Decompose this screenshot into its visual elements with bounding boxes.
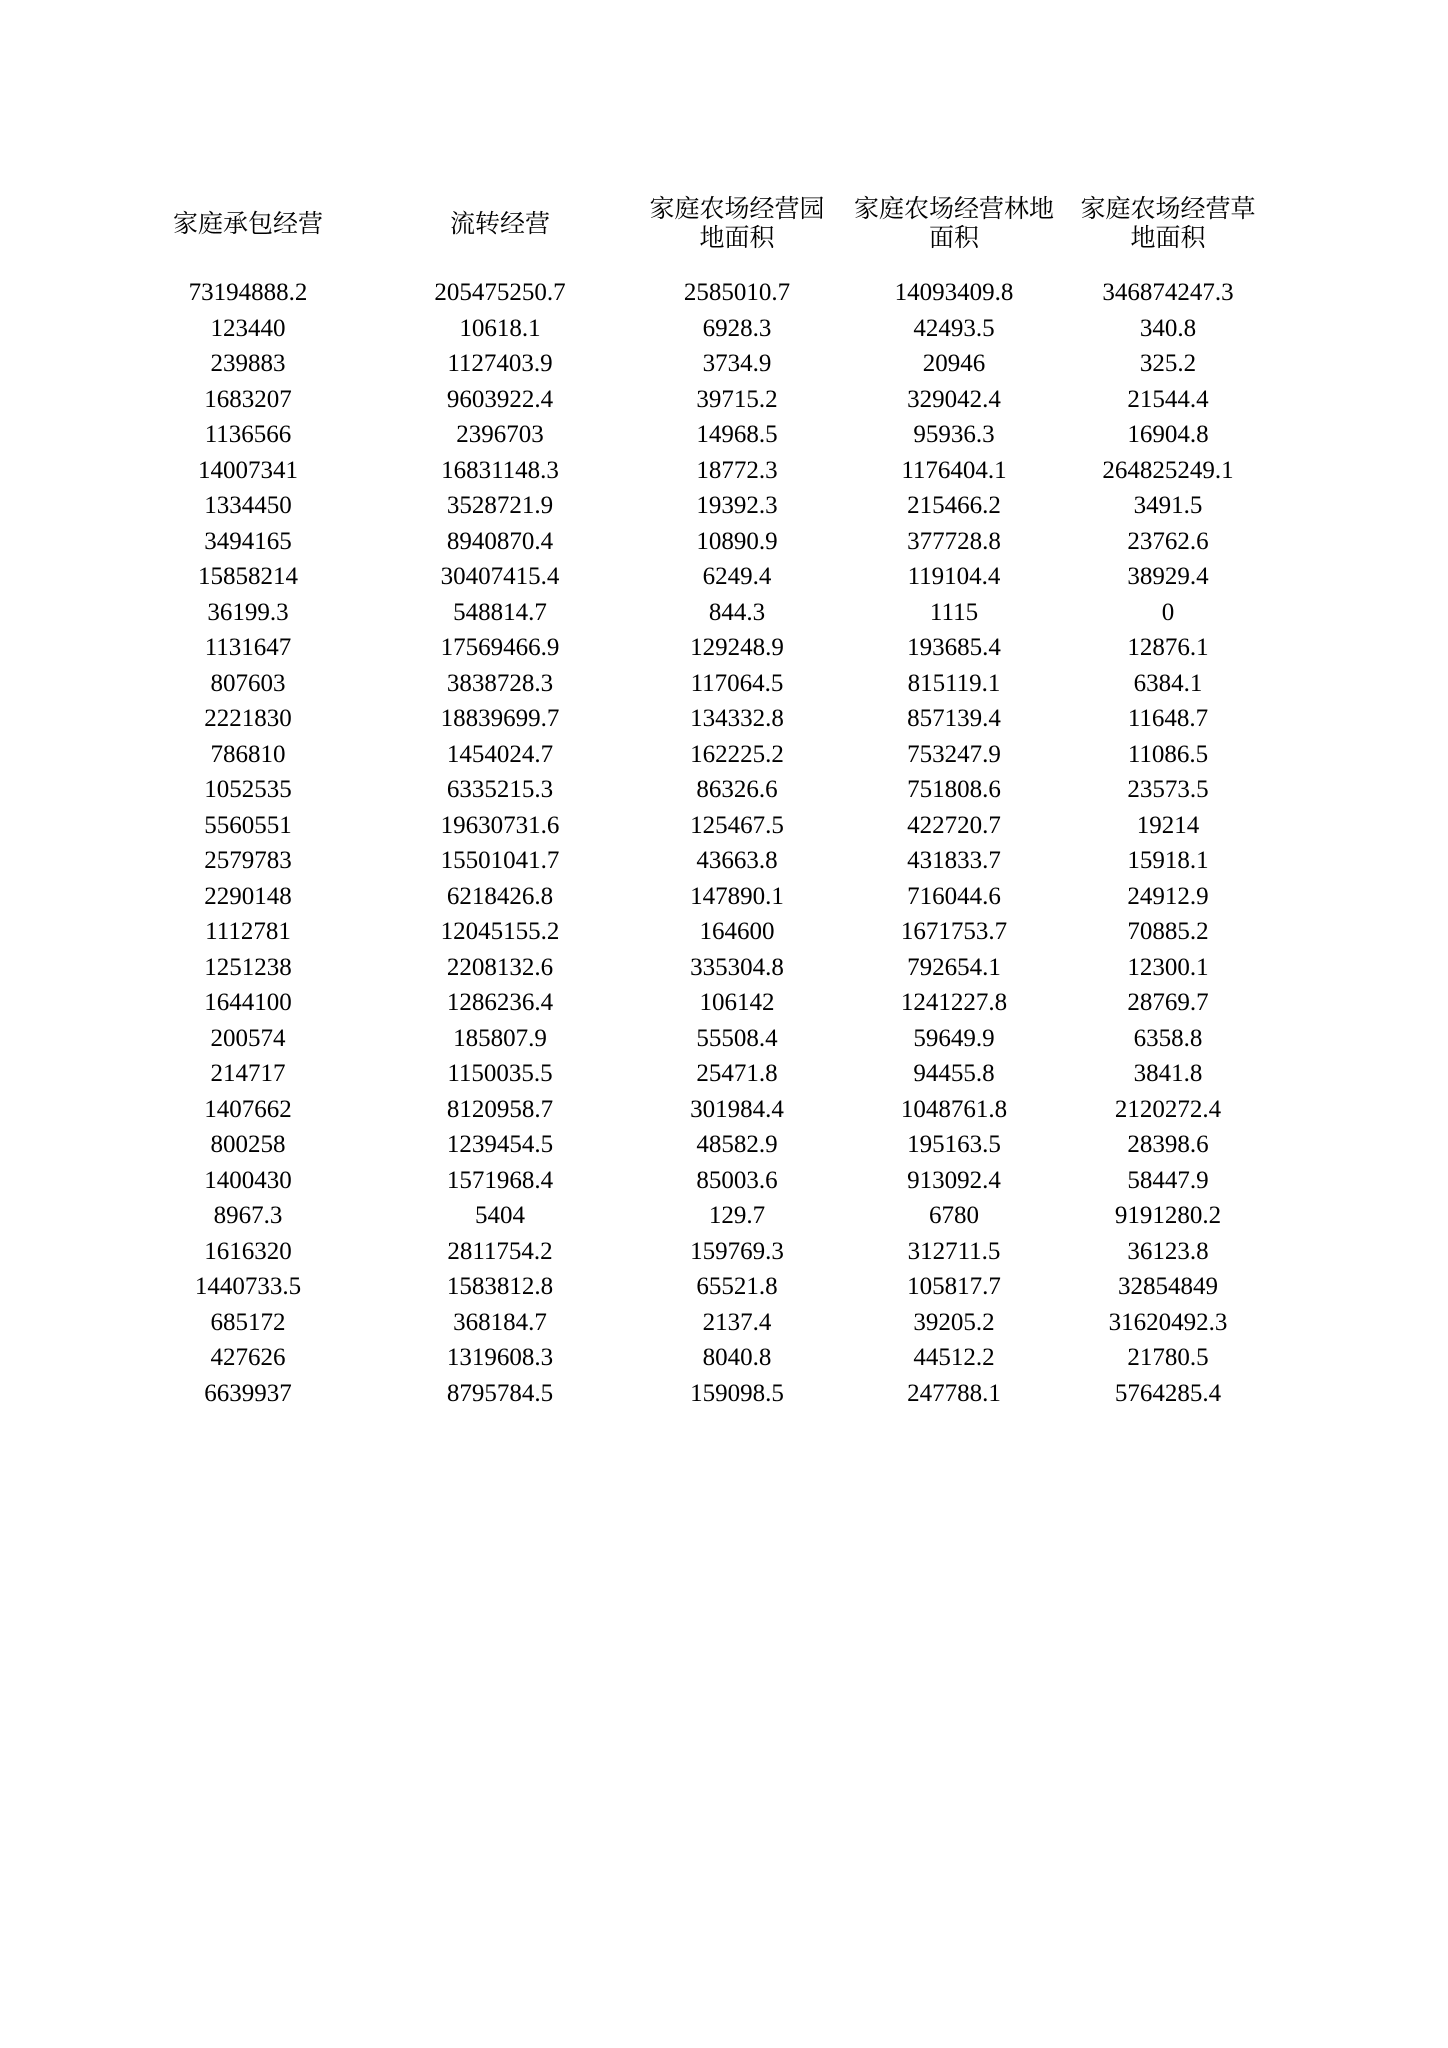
- table-cell: 1251238: [204, 953, 292, 981]
- table-row: [0, 1056, 1448, 1092]
- table-cell: 18839699.7: [440, 705, 560, 732]
- table-cell: 1239454.5: [446, 1131, 554, 1158]
- table-row: [0, 417, 1448, 453]
- table-row: [0, 843, 1448, 879]
- table-cell: 325.2: [1139, 350, 1197, 377]
- table-cell: 195163.5: [907, 1131, 1001, 1158]
- table-cell: 800258: [210, 1131, 286, 1158]
- table-cell: 11086.5: [1127, 740, 1209, 768]
- table-cell: 159098.5: [690, 1379, 784, 1407]
- table-cell: 1671753.7: [900, 918, 1008, 945]
- table-cell: 6335215.3: [446, 776, 554, 803]
- table-cell: 134332.8: [690, 705, 784, 732]
- table-cell: 2208132.6: [446, 953, 554, 981]
- table-cell: 6218426.8: [446, 882, 554, 910]
- column-header-grassland-area: 家庭农场经营草 地面积: [1080, 194, 1256, 252]
- column-header-household-contract: 家庭承包经营: [172, 208, 323, 238]
- table-cell: 21780.5: [1127, 1344, 1209, 1371]
- table-cell: 6249.4: [702, 563, 772, 590]
- table-cell: 16904.8: [1127, 421, 1209, 448]
- table-cell: 2811754.2: [447, 1237, 553, 1265]
- table-cell: 786810: [210, 740, 286, 768]
- table-cell: 21544.4: [1127, 385, 1209, 413]
- table-cell: 1644100: [204, 989, 292, 1016]
- table-cell: 19630731.6: [440, 811, 560, 839]
- table-cell: 73194888.2: [188, 279, 308, 306]
- table-cell: 1048761.8: [900, 1095, 1008, 1123]
- table-cell: 751808.6: [907, 776, 1001, 803]
- table-cell: 2290148: [204, 882, 292, 910]
- table-cell: 18772.3: [696, 456, 778, 484]
- table-cell: 129.7: [708, 1202, 766, 1229]
- table-cell: 2221830: [204, 705, 292, 732]
- table-cell: 38929.4: [1127, 563, 1209, 590]
- table-cell: 346874247.3: [1102, 279, 1234, 306]
- table-cell: 264825249.1: [1102, 456, 1234, 484]
- table-cell: 2137.4: [702, 1308, 772, 1336]
- table-row: [0, 950, 1448, 986]
- table-cell: 815119.1: [907, 669, 1001, 697]
- table-row: [0, 985, 1448, 1021]
- table-cell: 48582.9: [696, 1131, 778, 1158]
- table-cell: 12045155.2: [440, 918, 560, 945]
- table-cell: 58447.9: [1127, 1166, 1209, 1194]
- table-cell: 3494165: [204, 527, 292, 555]
- table-cell: 43663.8: [696, 847, 778, 874]
- table-cell: 548814.7: [453, 598, 547, 626]
- table-cell: 30407415.4: [440, 563, 560, 590]
- table-cell: 1131647: [204, 634, 292, 661]
- table-cell: 25471.8: [696, 1060, 778, 1087]
- table-cell: 23762.6: [1127, 527, 1209, 555]
- table-cell: 3491.5: [1133, 492, 1203, 519]
- table-cell: 913092.4: [907, 1166, 1001, 1194]
- table-cell: 85003.6: [696, 1166, 778, 1194]
- table-cell: 377728.8: [907, 527, 1001, 555]
- table-cell: 1571968.4: [446, 1166, 554, 1194]
- table-row: [0, 1127, 1448, 1163]
- table-cell: 14968.5: [696, 421, 778, 448]
- column-header-transfer-operation: 流转经营: [449, 208, 550, 238]
- column-header-orchard-area: 家庭农场经营园 地面积: [649, 194, 825, 252]
- table-cell: 39205.2: [913, 1308, 995, 1336]
- table-cell: 70885.2: [1127, 918, 1209, 945]
- table-cell: 1400430: [204, 1166, 292, 1194]
- table-cell: 1683207: [204, 385, 292, 413]
- table-cell: 15501041.7: [440, 847, 560, 874]
- table-cell: 3841.8: [1133, 1060, 1203, 1087]
- table-cell: 14007341: [198, 456, 298, 484]
- table-cell: 1176404.1: [901, 456, 1007, 484]
- table-cell: 2585010.7: [683, 279, 791, 306]
- table-cell: 14093409.8: [894, 279, 1014, 306]
- table-row: [0, 559, 1448, 595]
- table-cell: 329042.4: [907, 385, 1001, 413]
- table-cell: 807603: [210, 669, 286, 697]
- table-row: [0, 879, 1448, 915]
- table-cell: 301984.4: [690, 1095, 784, 1123]
- table-cell: 193685.4: [907, 634, 1001, 661]
- table-cell: 1127403.9: [447, 350, 553, 377]
- table-cell: 685172: [210, 1308, 286, 1336]
- table-cell: 65521.8: [696, 1273, 778, 1300]
- table-cell: 247788.1: [907, 1379, 1001, 1407]
- table-cell: 6780: [929, 1202, 979, 1229]
- table-cell: 147890.1: [690, 882, 784, 910]
- table-cell: 205475250.7: [434, 279, 566, 306]
- table-cell: 8967.3: [213, 1202, 283, 1229]
- table-cell: 11648.7: [1127, 705, 1209, 732]
- table-row: [0, 524, 1448, 560]
- table-cell: 6928.3: [702, 314, 772, 342]
- table-cell: 17569466.9: [440, 634, 560, 661]
- table-row: [0, 1234, 1448, 1270]
- table-cell: 1052535: [204, 776, 292, 803]
- table-row: [0, 1163, 1448, 1199]
- table-cell: 10890.9: [696, 527, 778, 555]
- table-cell: 106142: [699, 989, 775, 1016]
- table-cell: 5764285.4: [1114, 1379, 1222, 1407]
- table-row: [0, 630, 1448, 666]
- table-cell: 6358.8: [1133, 1024, 1203, 1052]
- table-cell: 9603922.4: [446, 385, 554, 413]
- table-cell: 19392.3: [696, 492, 778, 519]
- table-cell: 1334450: [204, 492, 292, 519]
- table-cell: 185807.9: [453, 1024, 547, 1052]
- table-cell: 200574: [210, 1024, 286, 1052]
- table-cell: 1136566: [204, 421, 292, 448]
- table-cell: 792654.1: [907, 953, 1001, 981]
- table-row: [0, 1269, 1448, 1305]
- table-cell: 1440733.5: [194, 1273, 302, 1300]
- table-row: [0, 1021, 1448, 1057]
- table-cell: 164600: [699, 918, 775, 945]
- table-row: [0, 1092, 1448, 1128]
- table-cell: 9191280.2: [1114, 1202, 1222, 1229]
- table-cell: 368184.7: [453, 1308, 547, 1336]
- table-cell: 8795784.5: [446, 1379, 554, 1407]
- table-body: [0, 275, 1448, 1411]
- table-row: [0, 1305, 1448, 1341]
- table-row: [0, 275, 1448, 311]
- table-cell: 844.3: [708, 598, 766, 626]
- table-cell: 19214: [1136, 811, 1200, 839]
- table-header-row: [0, 190, 1448, 256]
- table-cell: 753247.9: [907, 740, 1001, 768]
- table-cell: 215466.2: [907, 492, 1001, 519]
- table-cell: 3734.9: [702, 350, 772, 377]
- table-cell: 44512.2: [913, 1344, 995, 1371]
- table-cell: 125467.5: [690, 811, 784, 839]
- table-row: [0, 382, 1448, 418]
- table-cell: 239883: [210, 350, 286, 377]
- table-cell: 422720.7: [907, 811, 1001, 839]
- table-row: [0, 453, 1448, 489]
- table-cell: 6639937: [204, 1379, 292, 1407]
- table-row: [0, 346, 1448, 382]
- table-cell: 105817.7: [907, 1273, 1001, 1300]
- table-row: [0, 701, 1448, 737]
- table-cell: 6384.1: [1133, 669, 1203, 697]
- table-cell: 1150035.5: [447, 1060, 553, 1087]
- table-cell: 119104.4: [907, 563, 1001, 590]
- table-cell: 716044.6: [907, 882, 1001, 910]
- table-cell: 12876.1: [1127, 634, 1209, 661]
- table-row: [0, 1198, 1448, 1234]
- table-cell: 3528721.9: [446, 492, 554, 519]
- table-cell: 1112781: [205, 918, 291, 945]
- table-cell: 857139.4: [907, 705, 1001, 732]
- table-cell: 5404: [475, 1202, 525, 1229]
- table-cell: 8120958.7: [446, 1095, 554, 1123]
- table-cell: 86326.6: [696, 776, 778, 803]
- table-row: [0, 914, 1448, 950]
- table-cell: 36199.3: [207, 598, 289, 626]
- table-cell: 2396703: [456, 421, 544, 448]
- table-row: [0, 311, 1448, 347]
- table-cell: 15918.1: [1127, 847, 1209, 874]
- table-row: [0, 666, 1448, 702]
- table-cell: 159769.3: [690, 1237, 784, 1265]
- table-cell: 1319608.3: [446, 1344, 554, 1371]
- column-header-forest-area: 家庭农场经营林地 面积: [853, 194, 1054, 252]
- table-cell: 36123.8: [1127, 1237, 1209, 1265]
- table-cell: 312711.5: [907, 1237, 1001, 1265]
- table-cell: 15858214: [198, 563, 298, 590]
- table-cell: 2120272.4: [1114, 1095, 1222, 1123]
- table-row: [0, 1340, 1448, 1376]
- table-cell: 24912.9: [1127, 882, 1209, 910]
- table-cell: 39715.2: [696, 385, 778, 413]
- table-row: [0, 737, 1448, 773]
- table-cell: 1115: [929, 598, 979, 626]
- table-cell: 1241227.8: [900, 989, 1008, 1016]
- table-cell: 162225.2: [690, 740, 784, 768]
- table-cell: 340.8: [1139, 314, 1197, 342]
- table-cell: 431833.7: [907, 847, 1001, 874]
- table-cell: 214717: [210, 1060, 286, 1087]
- table-cell: 335304.8: [690, 953, 784, 981]
- table-cell: 42493.5: [913, 314, 995, 342]
- table-cell: 123440: [210, 314, 286, 342]
- table-cell: 31620492.3: [1108, 1308, 1228, 1336]
- table-cell: 3838728.3: [446, 669, 554, 697]
- table-cell: 20946: [922, 350, 986, 377]
- table-cell: 23573.5: [1127, 776, 1209, 803]
- table-cell: 94455.8: [913, 1060, 995, 1087]
- table-cell: 95936.3: [913, 421, 995, 448]
- table-cell: 55508.4: [696, 1024, 778, 1052]
- table-row: [0, 488, 1448, 524]
- table-cell: 1286236.4: [446, 989, 554, 1016]
- table-cell: 129248.9: [690, 634, 784, 661]
- table-cell: 1407662: [204, 1095, 292, 1123]
- table-cell: 1583812.8: [446, 1273, 554, 1300]
- table-cell: 427626: [210, 1344, 286, 1371]
- table-cell: 8040.8: [702, 1344, 772, 1371]
- table-cell: 59649.9: [913, 1024, 995, 1052]
- table-cell: 10618.1: [459, 314, 541, 342]
- table-row: [0, 772, 1448, 808]
- table-cell: 32854849: [1118, 1273, 1218, 1300]
- table-cell: 1454024.7: [446, 740, 554, 768]
- table-cell: 28769.7: [1127, 989, 1209, 1016]
- table-cell: 8940870.4: [446, 527, 554, 555]
- table-cell: 117064.5: [690, 669, 784, 697]
- table-row: [0, 595, 1448, 631]
- table-cell: 1616320: [204, 1237, 292, 1265]
- table-row: [0, 1376, 1448, 1412]
- table-cell: 12300.1: [1127, 953, 1209, 981]
- table-cell: 16831148.3: [441, 456, 559, 484]
- table-row: [0, 808, 1448, 844]
- table-cell: 0: [1161, 598, 1175, 626]
- table-cell: 2579783: [204, 847, 292, 874]
- table-cell: 28398.6: [1127, 1131, 1209, 1158]
- table-cell: 5560551: [204, 811, 292, 839]
